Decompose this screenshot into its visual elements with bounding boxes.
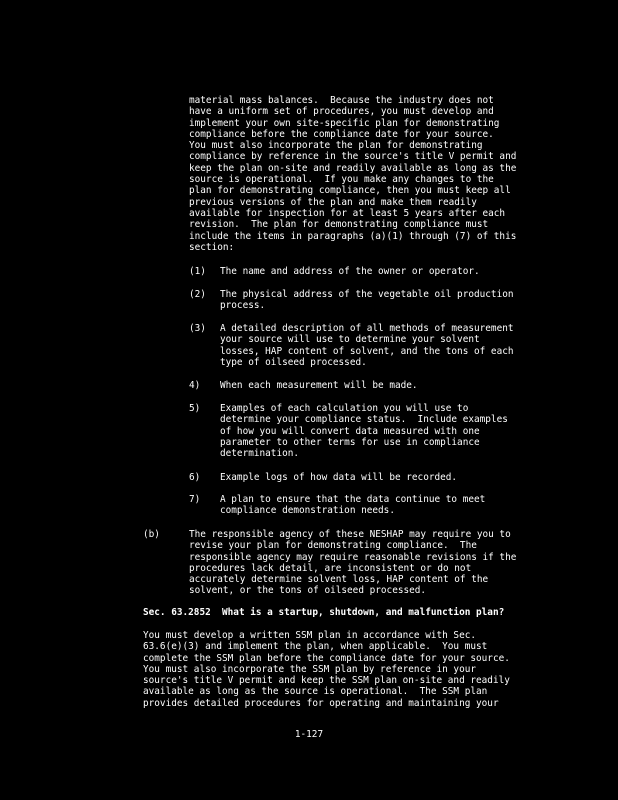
- list-item-number: (2): [189, 289, 206, 300]
- paragraph-b-label: (b): [143, 529, 160, 540]
- list-item-number: 4): [189, 380, 201, 391]
- list-item: [189, 323, 559, 368]
- list-item-number: 6): [189, 472, 201, 483]
- list-item-text: When each measurement will be made.: [220, 380, 418, 391]
- list-item-text: A plan to ensure that the data continue to meet compliance demonstration needs.: [220, 494, 486, 517]
- list-item-text: Examples of each calculation you will use to determine your compliance status. Include examples of how you will convert data measured with one parameter to other terms for use in compliance determination.: [220, 403, 508, 460]
- list-item-number: 7): [189, 494, 201, 505]
- paragraph-a: material mass balances. Because the industry does not have a uniform set of procedures, you must develop and implement your own site-specific plan for demonstrating compliance before the compliance date for your source. You must also incorporate the plan for demonstrating compliance by reference in the source's title V permit and keep the plan on-site and readily available as long as the source is operational. If you make any changes to the plan for demonstrating compliance, then you must keep all previous versions of the plan and make them readily available for inspection for at least 5 years after each revision. The plan for demonstrating compliance must include the items in paragraphs (a)(1) through (7) of this section:: [189, 95, 517, 253]
- list-item-text: The physical address of the vegetable oil production process.: [220, 289, 514, 312]
- list-item: [189, 403, 559, 460]
- paragraph-b: The responsible agency of these NESHAP may require you to revise your plan for demonstrating compliance. The responsible agency may require reasonable revisions if the procedures lack detail, are inconsistent or do not accurately determine solvent loss, HAP content of the solvent, or the tons of oilseed processed.: [189, 529, 517, 597]
- list-item-text: The name and address of the owner or operator.: [220, 266, 480, 277]
- list-item-text: A detailed description of all methods of measurement your source will use to determine your solvent losses, HAP content of solvent, and the tons of each type of oilseed processed.: [220, 323, 514, 368]
- section-paragraph: You must develop a written SSM plan in accordance with Sec. 63.6(e)(3) and implement the plan, when applicable. You must complete the SSM plan before the compliance date for your source. You must also incorporate the SSM plan by reference in your source's title V permit and keep the SSM plan on-site and readily available as long as the source is operational. The SSM plan provides detailed procedures for operating and maintaining your: [143, 630, 510, 709]
- section-heading: Sec. 63.2852 What is a startup, shutdown, and malfunction plan?: [143, 607, 505, 618]
- list-item-number: (1): [189, 266, 206, 277]
- list-item-number: (3): [189, 323, 206, 334]
- list-item-number: 5): [189, 403, 201, 414]
- page-number: 1-127: [294, 729, 324, 740]
- list-item-text: Example logs of how data will be recorded.: [220, 472, 458, 483]
